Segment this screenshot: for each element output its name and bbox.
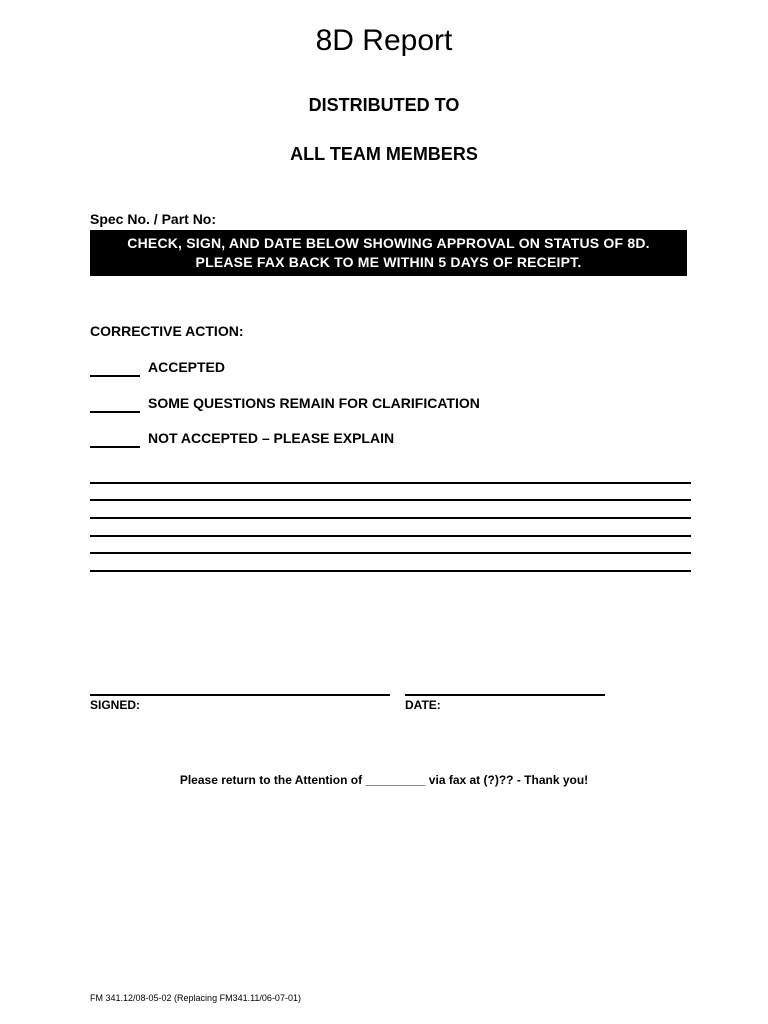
form-number-footer: FM 341.12/08-05-02 (Replacing FM341.11/06-07-01) (90, 993, 301, 1003)
checkbox-blank[interactable] (90, 395, 140, 413)
option-questions-remain (90, 395, 480, 413)
explanation-line[interactable] (90, 570, 691, 572)
explanation-line[interactable] (90, 552, 691, 554)
distributed-to-heading: DISTRIBUTED TO (308, 95, 460, 115)
signature-line[interactable] (90, 694, 390, 696)
option-label: NOT ACCEPTED – PLEASE EXPLAIN (148, 430, 395, 446)
option-not-accepted (90, 430, 394, 448)
explanation-line[interactable] (90, 517, 691, 519)
checkbox-blank[interactable] (90, 359, 140, 377)
spec-part-label: Spec No. / Part No: (90, 211, 217, 227)
document-title: 8D Report (315, 24, 453, 57)
checkbox-blank[interactable] (90, 430, 140, 448)
banner-line-2: PLEASE FAX BACK TO ME WITHIN 5 DAYS OF RECEIPT. (195, 254, 582, 270)
option-label: SOME QUESTIONS REMAIN FOR CLARIFICATION (148, 395, 480, 411)
signed-label: SIGNED: (90, 698, 141, 712)
explanation-line[interactable] (90, 499, 691, 501)
corrective-action-label: CORRECTIVE ACTION: (90, 323, 244, 339)
explanation-line[interactable] (90, 482, 691, 484)
option-accepted (90, 359, 225, 377)
explanation-line[interactable] (90, 535, 691, 537)
instruction-banner (90, 230, 687, 276)
date-line[interactable] (405, 694, 605, 696)
return-instructions: Please return to the Attention of _________ via fax at (?)?? - Thank you! (179, 773, 589, 787)
date-label: DATE: (405, 698, 441, 712)
banner-line-1: CHECK, SIGN, AND DATE BELOW SHOWING APPROVAL ON STATUS OF 8D. (127, 235, 650, 251)
team-members-heading: ALL TEAM MEMBERS (290, 144, 478, 164)
option-label: ACCEPTED (148, 359, 226, 375)
